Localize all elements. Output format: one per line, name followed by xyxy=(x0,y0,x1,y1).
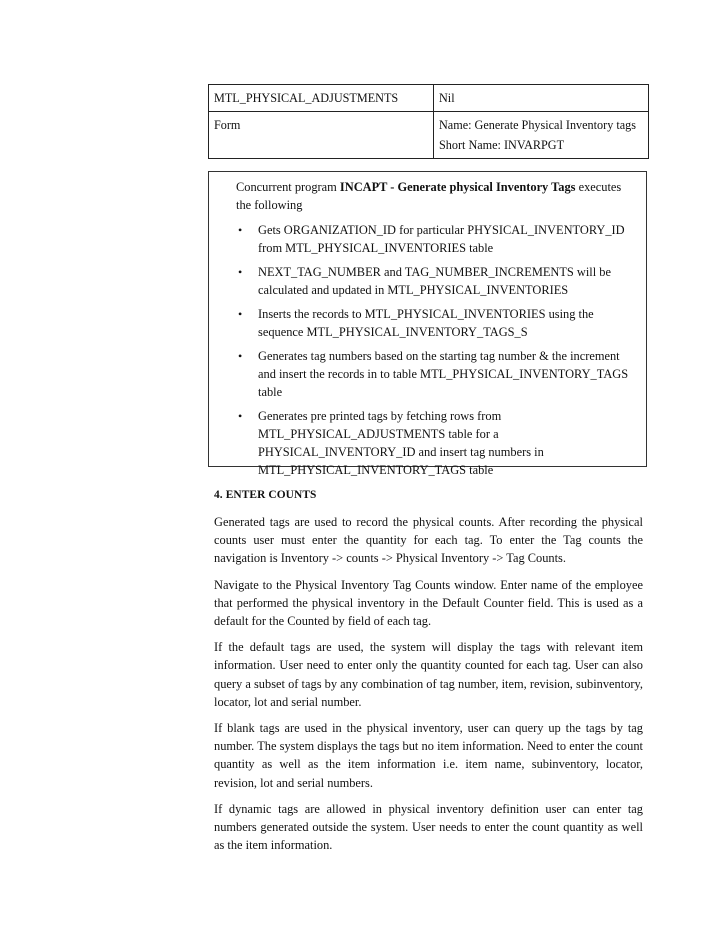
list-item xyxy=(236,263,634,299)
paragraph: If the default tags are used, the system will display the tags with relevant item information. User need to enter only the quantity counted for each tag. User can also query a subset of tags by any combination of tag number, item, revision, subinventory, locator, lot and serial number. xyxy=(214,640,643,709)
section-heading: 4. ENTER COUNTS xyxy=(214,489,317,501)
paragraph: If dynamic tags are allowed in physical inventory definition user can enter tag numbers generated outside the system. User needs to enter the count quantity as well as the item information. xyxy=(214,801,643,853)
list-item-text: Generates pre printed tags by fetching rows from MTL_PHYSICAL_ADJUSTMENTS table for a PHYSICAL_INVENTORY_ID and insert tag numbers in MTL_PHYSICAL_INVENTORY_TAGS table xyxy=(258,409,544,477)
form-name: Name: Generate Physical Inventory tags xyxy=(439,118,636,132)
table-row xyxy=(209,85,649,112)
box-intro xyxy=(236,178,634,214)
bullet-icon: • xyxy=(238,223,243,237)
form-short-name: Short Name: INVARPGT xyxy=(439,138,565,152)
intro-prefix: Concurrent program xyxy=(236,180,340,194)
paragraph: If blank tags are used in the physical inventory, user can query up the tags by tag number. The system displays the tags but no item information. Need to enter the count quantity as well as the item information i.e. item name, subinventory, locator, revision, lot and serial numbers. xyxy=(214,721,643,790)
paragraph: Navigate to the Physical Inventory Tag Counts window. Enter name of the employee that performed the physical inventory in the Default Counter field. This is used as a default for the Counted by field of each tag. xyxy=(214,577,643,629)
list-item-text: Inserts the records to MTL_PHYSICAL_INVENTORIES using the sequence MTL_PHYSICAL_INVENTORY_TAGS_S xyxy=(258,307,594,339)
list-item xyxy=(236,305,634,341)
table-cell: MTL_PHYSICAL_ADJUSTMENTS xyxy=(209,85,434,112)
concurrent-program-box xyxy=(208,171,647,477)
table-cell: Nil xyxy=(434,85,649,112)
list-item-text: NEXT_TAG_NUMBER and TAG_NUMBER_INCREMENTS will be calculated and updated in MTL_PHYSICAL_INVENTORIES xyxy=(258,265,611,297)
table-row xyxy=(209,112,649,159)
step-list xyxy=(236,221,634,479)
paragraph: Generated tags are used to record the physical counts. After recording the physical counts user must enter the quantity for each tag. To enter the Tag counts the navigation is Inventory -> counts -> Physical Inventory -> Tag Counts. xyxy=(214,515,643,566)
list-item-text: Generates tag numbers based on the starting tag number & the increment and insert the records in to table MTL_PHYSICAL_INVENTORY_TAGS table xyxy=(258,349,629,399)
list-item xyxy=(236,347,634,401)
bullet-icon: • xyxy=(238,307,243,321)
enter-counts-section xyxy=(214,489,643,862)
table-cell: Form xyxy=(209,112,434,159)
list-item xyxy=(236,407,634,479)
bullet-icon: • xyxy=(238,409,243,423)
object-table xyxy=(208,84,649,159)
program-name: INCAPT - Generate physical Inventory Tags xyxy=(339,180,576,194)
list-item xyxy=(236,221,634,257)
bullet-icon: • xyxy=(238,265,243,279)
list-item-text: Gets ORGANIZATION_ID for particular PHYSICAL_INVENTORY_ID from MTL_PHYSICAL_INVENTORIES table xyxy=(258,223,625,255)
intro-suffix: executes the following xyxy=(236,180,622,212)
bullet-icon: • xyxy=(238,349,243,363)
table-cell xyxy=(434,112,649,159)
